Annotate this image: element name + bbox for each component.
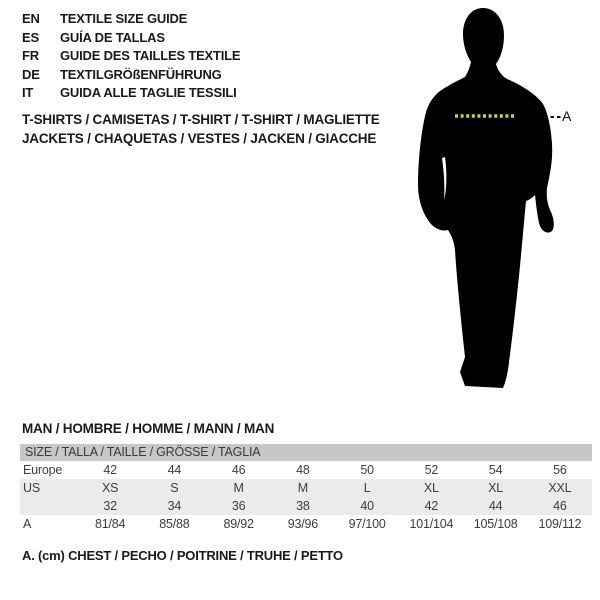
man-silhouette	[405, 0, 595, 400]
size-cell: 54	[488, 463, 503, 477]
size-cell: 44	[167, 463, 182, 477]
language-row-es	[22, 29, 240, 48]
size-cell: 56	[553, 463, 567, 477]
size-cell: XL	[488, 481, 504, 495]
category-line-jackets: JACKETS / CHAQUETAS / VESTES / JACKEN / GIACCHE	[22, 131, 377, 146]
language-code: FR	[22, 48, 39, 63]
size-cell: S	[170, 481, 179, 495]
size-cell: XXL	[548, 481, 572, 495]
size-cell: 101/104	[409, 517, 454, 531]
size-cell: 46	[231, 463, 246, 477]
size-cell: 40	[360, 499, 374, 513]
language-row-de	[22, 66, 240, 85]
language-label: GUIDE DES TAILLES TEXTILE	[60, 48, 241, 63]
language-list	[22, 10, 240, 103]
row-label	[20, 497, 78, 515]
language-code: ES	[22, 29, 39, 45]
language-label: GUIDA ALLE TAGLIE TESSILI	[60, 85, 237, 100]
size-cell: M	[233, 481, 244, 495]
size-cell: 38	[296, 499, 310, 513]
row-label: US	[23, 481, 40, 495]
language-label: GUÍA DE TALLAS	[60, 29, 165, 45]
row-label: Europe	[23, 463, 63, 477]
table-row-europe	[20, 461, 592, 479]
category-line-tshirts: T-SHIRTS / CAMISETAS / T-SHIRT / T-SHIRT / MAGLIETTE	[22, 112, 380, 127]
size-cell: 32	[103, 499, 117, 513]
size-cell: 44	[488, 499, 503, 513]
table-row-us	[20, 479, 592, 497]
language-label: TEXTILE SIZE GUIDE	[60, 11, 188, 26]
size-cell: 89/92	[223, 517, 254, 531]
size-cell: 109/112	[538, 517, 582, 531]
size-cell: 85/88	[159, 517, 190, 531]
size-cell: XS	[101, 481, 119, 495]
language-code: DE	[22, 66, 40, 82]
size-cell: 105/108	[473, 517, 518, 531]
size-cell: M	[297, 481, 308, 495]
category-lines	[22, 110, 380, 148]
size-cell: L	[363, 481, 371, 495]
language-label: TEXTILGRÖßENFÜHRUNG	[60, 66, 222, 82]
size-cell: 42	[103, 463, 117, 477]
size-cell: XL	[423, 481, 439, 495]
table-row-chest-a	[20, 515, 592, 533]
row-label: A	[23, 517, 32, 531]
section-title-man: MAN / HOMBRE / HOMME / MANN / MAN	[22, 421, 275, 436]
size-cell: 93/96	[287, 517, 319, 531]
size-cell: 34	[167, 499, 182, 513]
size-cell: 48	[296, 463, 310, 477]
size-cell: 97/100	[348, 517, 386, 531]
footer-note-chest: A. (cm) CHEST / PECHO / POITRINE / TRUHE / PETTO	[22, 548, 343, 563]
language-row-it	[22, 84, 240, 103]
language-row-en	[22, 10, 240, 29]
language-code: EN	[22, 11, 40, 26]
size-cell: 42	[424, 499, 439, 513]
size-table-header: SIZE / TALLA / TAILLE / GRÖSSE / TAGLIA	[20, 444, 592, 461]
size-cell: 36	[231, 499, 246, 513]
language-code: IT	[22, 85, 34, 100]
language-row-fr	[22, 47, 240, 66]
size-cell: 50	[360, 463, 374, 477]
size-cell: 81/84	[94, 517, 126, 531]
measure-label-a: A	[562, 108, 572, 124]
size-cell: 52	[424, 463, 439, 477]
size-table	[20, 444, 592, 533]
table-row-us-numeric	[20, 497, 592, 515]
size-cell: 46	[553, 499, 567, 513]
